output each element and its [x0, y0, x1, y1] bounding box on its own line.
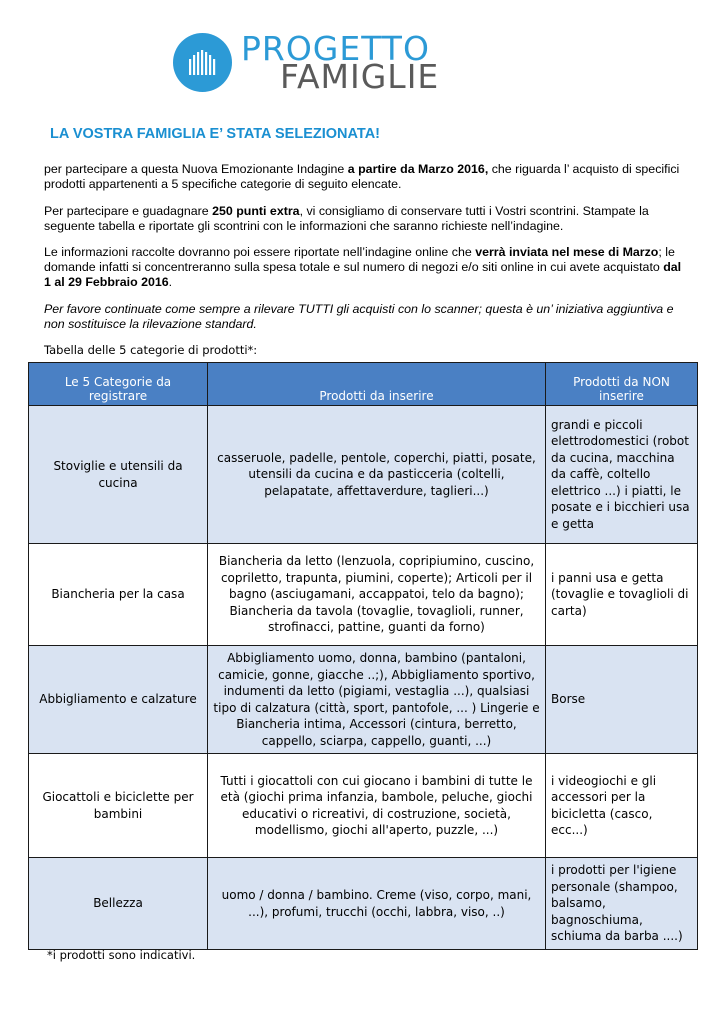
exclude-cell: Borse: [546, 646, 698, 754]
survey-paragraph: Le informazioni raccolte dovranno poi essere riportate nell’indagine online che verrà inviata nel mese di Marzo; le domande infatti si concentreranno sulla spesa totale e sul numero di negozi e/o siti online in cui avete acquistato dal 1 al 29 Febbraio 2016.: [44, 245, 682, 290]
category-cell: Giocattoli e biciclette per bambini: [29, 754, 208, 858]
include-cell: Biancheria da letto (lenzuola, copripiumino, cuscino, copriletto, trapunta, piumini, coperte); Articoli per il bagno (asciugamani, accappatoi, telo da bagno); Biancheria da tavola (tovaglie, tovaglioli, runner, strofinacci, pattine, guanti da forno): [208, 544, 546, 646]
table-row: [29, 754, 698, 858]
intro-paragraph: per partecipare a questa Nuova Emozionante Indagine a partire da Marzo 2016, che riguarda l’ acquisto di specifici prodotti appartenenti a 5 specifiche categorie di seguito elencate.: [44, 162, 680, 192]
categories-table: [28, 362, 698, 950]
table-row: [29, 544, 698, 646]
include-cell: Abbigliamento uomo, donna, bambino (pantaloni, camicie, gonne, giacche ..;), Abbigliamento sportivo, indumenti da letto (pigiami, vestaglia ...), qualsiasi tipo di calzatura (città, sport, pantofole, ... ) Lingerie e Biancheria intima, Accessori (cintura, berretto, cappello, sciarpa, cappello, guanti, ...): [208, 646, 546, 754]
table-row: [29, 646, 698, 754]
include-cell: casseruole, padelle, pentole, coperchi, piatti, posate, utensili da cucina e da pasticceria (coltelli, pelapatate, affettaverdure, taglieri...): [208, 406, 546, 544]
footnote: *i prodotti sono indicativi.: [47, 948, 196, 962]
logo-word-progetto: PROGETTO: [241, 29, 430, 68]
logo-word-famiglie: FAMIGLIE: [280, 57, 440, 96]
points-paragraph: Per partecipare e guadagnare 250 punti extra, vi consigliamo di conservare tutti i Vostri scontrini. Stampate la seguente tabella e riportate gli scontrini con le informazioni che saranno richieste nell’indagine.: [44, 204, 649, 234]
header-categories: Le 5 Categorie da registrare: [29, 363, 208, 406]
category-cell: Bellezza: [29, 858, 208, 950]
include-cell: uomo / donna / bambino. Creme (viso, corpo, mani, ...), profumi, trucchi (occhi, labbra, viso, ..): [208, 858, 546, 950]
category-cell: Abbigliamento e calzature: [29, 646, 208, 754]
exclude-cell: i prodotti per l'igiene personale (shampoo, balsamo, bagnoschiuma, schiuma da barba ....): [546, 858, 698, 950]
exclude-cell: i panni usa e getta (tovaglie e tovaglioli di carta): [546, 544, 698, 646]
category-cell: Stoviglie e utensili da cucina: [29, 406, 208, 544]
header-include: Prodotti da inserire: [208, 363, 546, 406]
include-cell: Tutti i giocattoli con cui giocano i bambini di tutte le età (giochi prima infanzia, bambole, peluche, giochi educativi o ricreativi, di costruzione, società, modellismo, giochi all'aperto, puzzle, ...): [208, 754, 546, 858]
logo: [173, 29, 443, 96]
scanner-note-paragraph: Per favore continuate come sempre a rilevare TUTTI gli acquisti con lo scanner; questa è un’ iniziativa aggiuntiva e non sostituisce la rilevazione standard.: [44, 302, 674, 332]
page-title: LA VOSTRA FAMIGLIA E’ STATA SELEZIONATA!: [50, 126, 380, 142]
building-columns-icon: [173, 33, 232, 92]
table-caption: Tabella delle 5 categorie di prodotti*:: [44, 343, 258, 357]
header-exclude: Prodotti da NON inserire: [546, 363, 698, 406]
table-header-row: [29, 363, 698, 406]
category-cell: Biancheria per la casa: [29, 544, 208, 646]
table-row: [29, 406, 698, 544]
exclude-cell: grandi e piccoli elettrodomestici (robot da cucina, macchina da caffè, coltello elettrico ...) i piatti, le posate e i bicchieri usa e getta: [546, 406, 698, 544]
table-row: [29, 858, 698, 950]
exclude-cell: i videogiochi e gli accessori per la bicicletta (casco, ecc...): [546, 754, 698, 858]
